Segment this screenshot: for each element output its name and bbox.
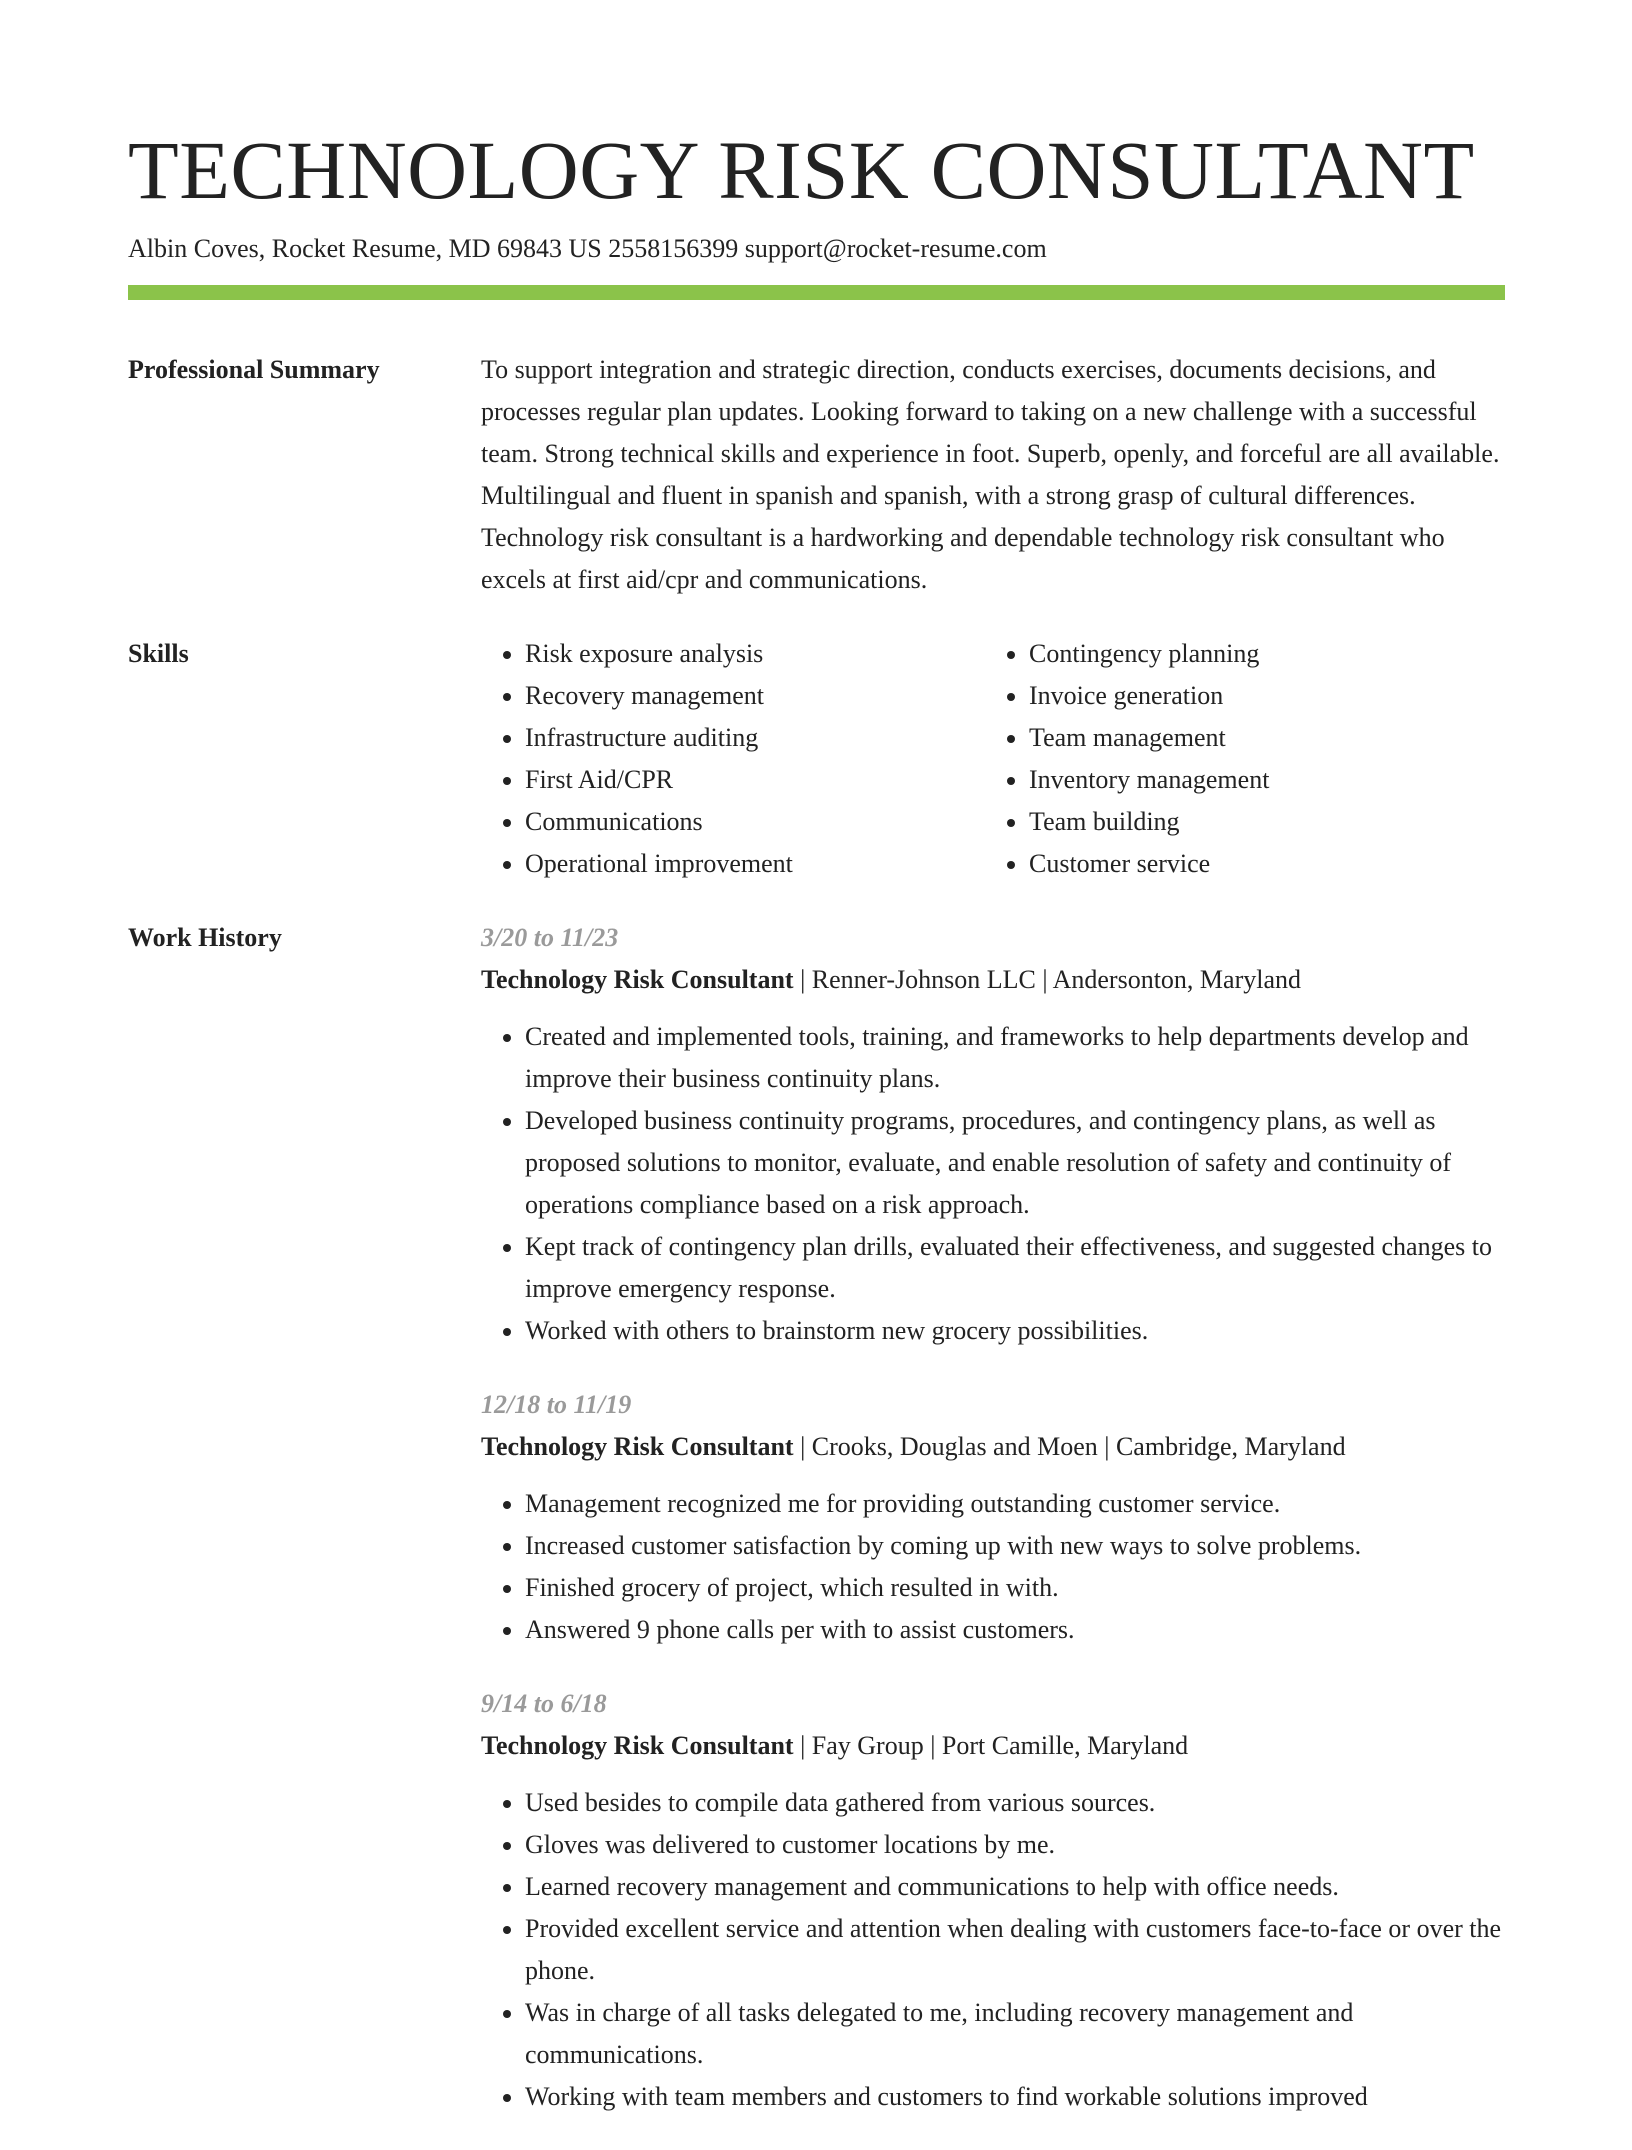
job-title: Technology Risk Consultant — [481, 965, 794, 994]
skills-section — [128, 633, 1505, 885]
job-dates: 3/20 to 11/23 — [481, 923, 619, 952]
skill-item: • Team management — [1029, 717, 1509, 759]
job-bullets — [481, 1016, 1505, 1352]
accent-divider — [128, 285, 1505, 300]
summary-text: To support integration and strategic direction, conducts exercises, documents decisions, and processes regular plan updates. Looking forward to taking on a new challenge with a successful team. Strong technical skills and experience in foot. Superb, openly, and forceful are all available. Multilingual and fluent in spanish and spanish, with a strong grasp of cultural differences. Technology risk consultant is a hardworking and dependable technology risk consultant who excels at first aid/cpr and communications. — [481, 355, 1500, 594]
job-dates: 9/14 to 6/18 — [481, 1689, 607, 1718]
job-dates: 12/18 to 11/19 — [481, 1390, 632, 1419]
job-employer-location: | Renner-Johnson LLC | Andersonton, Maryland — [793, 965, 1302, 994]
skill-item: • Recovery management — [525, 675, 985, 717]
work-history-section — [128, 917, 1505, 2150]
job-entry — [481, 917, 1505, 1352]
job-bullet: • Management recognized me for providing outstanding customer service. — [525, 1483, 1505, 1525]
job-bullet: • Answered 9 phone calls per with to assist customers. — [525, 1609, 1505, 1651]
job-employer-location: | Fay Group | Port Camille, Maryland — [793, 1731, 1189, 1760]
skill-item: • Invoice generation — [1029, 675, 1509, 717]
job-bullet: • Created and implemented tools, training, and frameworks to help departments develop and improve their business continuity plans. — [525, 1016, 1505, 1100]
skill-item: • Inventory management — [1029, 759, 1509, 801]
job-bullet: • Was in charge of all tasks delegated to me, including recovery management and communications. — [525, 1992, 1505, 2076]
skill-item: • Customer service — [1029, 843, 1509, 885]
job-bullet: • Increased customer satisfaction by coming up with new ways to solve problems. — [525, 1525, 1505, 1567]
skill-item: • Operational improvement — [525, 843, 985, 885]
job-bullet: • Provided excellent service and attention when dealing with customers face-to-face or over the phone. — [525, 1908, 1505, 1992]
job-bullet: • Kept track of contingency plan drills, evaluated their effectiveness, and suggested changes to improve emergency response. — [525, 1226, 1505, 1310]
resume-page — [128, 118, 1505, 2150]
job-heading — [481, 959, 1505, 1001]
resume-name-heading: TECHNOLOGY RISK CONSULTANT — [128, 124, 1475, 216]
job-bullet: • Used besides to compile data gathered from various sources. — [525, 1782, 1505, 1824]
job-bullet: • Developed business continuity programs, procedures, and contingency plans, as well as proposed solutions to monitor, evaluate, and enable resolution of safety and continuity of operations compliance based on a risk approach. — [525, 1100, 1505, 1226]
section-label-skills: Skills — [128, 639, 189, 668]
job-bullet: • Gloves was delivered to customer locations by me. — [525, 1824, 1505, 1866]
job-employer-location: | Crooks, Douglas and Moen | Cambridge, Maryland — [793, 1432, 1346, 1461]
job-heading — [481, 1426, 1505, 1468]
section-label-work: Work History — [128, 923, 282, 952]
job-bullet: • Worked with others to brainstorm new grocery possibilities. — [525, 1310, 1505, 1352]
section-label-summary: Professional Summary — [128, 355, 380, 384]
skill-item: • Team building — [1029, 801, 1509, 843]
skill-item: • Risk exposure analysis — [525, 633, 985, 675]
job-entry — [481, 1683, 1505, 2118]
job-title: Technology Risk Consultant — [481, 1432, 794, 1461]
skills-column-left — [481, 633, 985, 885]
job-bullet: • Working with team members and customers to find workable solutions improved — [525, 2076, 1505, 2118]
job-bullet: • Learned recovery management and communications to help with office needs. — [525, 1866, 1505, 1908]
skill-item: • First Aid/CPR — [525, 759, 985, 801]
job-title: Technology Risk Consultant — [481, 1731, 794, 1760]
contact-line: Albin Coves, Rocket Resume, MD 69843 US 2558156399 support@rocket-resume.com — [128, 234, 1047, 263]
job-heading — [481, 1725, 1505, 1767]
job-entry — [481, 1384, 1505, 1651]
job-bullets — [481, 1483, 1505, 1651]
job-bullets — [481, 1782, 1505, 2118]
skills-column-right — [985, 633, 1509, 885]
skills-grid — [481, 633, 1509, 885]
professional-summary-section — [128, 349, 1505, 601]
job-bullet: • Finished grocery of project, which resulted in with. — [525, 1567, 1505, 1609]
skill-item: • Infrastructure auditing — [525, 717, 985, 759]
skill-item: • Contingency planning — [1029, 633, 1509, 675]
skill-item: • Communications — [525, 801, 985, 843]
work-history-body — [481, 917, 1505, 2150]
